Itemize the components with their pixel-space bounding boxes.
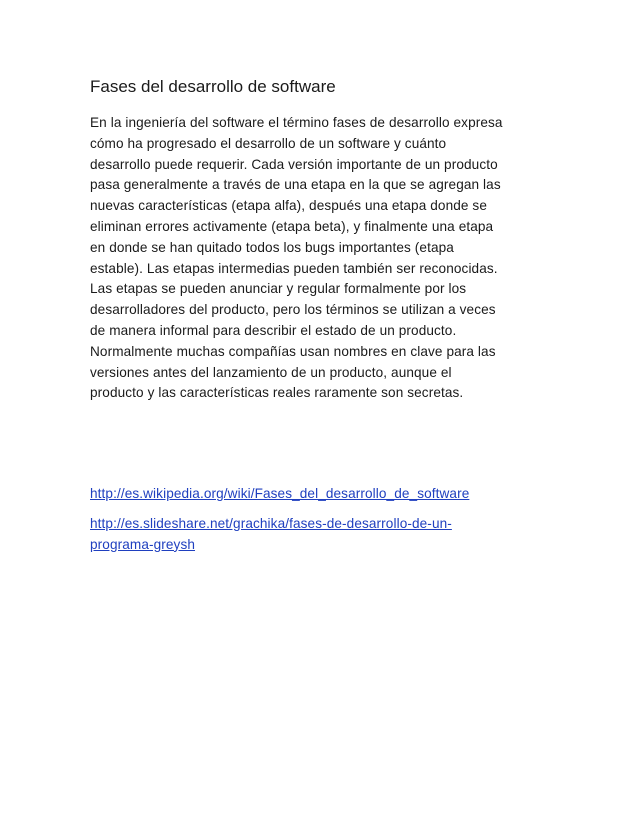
paragraph-line: desarrolladores del producto, pero los términos se utilizan a veces <box>90 302 496 318</box>
paragraph-line: pasa generalmente a través de una etapa en la que se agregan las <box>90 177 501 193</box>
document-title: Fases del desarrollo de software <box>90 77 336 96</box>
wikipedia-link-block <box>90 484 560 505</box>
paragraph-line: estable). Las etapas intermedias pueden también ser reconocidas. <box>90 260 498 276</box>
slideshare-link-line-1[interactable]: http://es.slideshare.net/grachika/fases-de-desarrollo-de-un- <box>90 515 452 531</box>
wikipedia-link[interactable]: http://es.wikipedia.org/wiki/Fases_del_desarrollo_de_software <box>90 486 470 501</box>
paragraph-line: de manera informal para describir el estado de un producto. <box>90 322 457 338</box>
paragraph-line: cómo ha progresado el desarrollo de un software y cuánto <box>90 135 447 151</box>
paragraph-line: eliminan errores activamente (etapa beta), y finalmente una etapa <box>90 218 494 234</box>
slideshare-link-line-2[interactable]: programa-greysh <box>90 536 196 552</box>
paragraph-line: en donde se han quitado todos los bugs importantes (etapa <box>90 239 454 255</box>
slideshare-link-block <box>90 514 560 556</box>
paragraph-line: producto y las características reales raramente son secretas. <box>90 385 464 401</box>
body-paragraph <box>90 113 560 404</box>
paragraph-line: nuevas características (etapa alfa), después una etapa donde se <box>90 198 487 214</box>
paragraph-line: Normalmente muchas compañías usan nombres en clave para las <box>90 343 496 359</box>
paragraph-line: Las etapas se pueden anunciar y regular formalmente por los <box>90 281 467 297</box>
paragraph-line: desarrollo puede requerir. Cada versión importante de un producto <box>90 156 498 172</box>
reference-links <box>90 484 560 555</box>
paragraph-line: versiones antes del lanzamiento de un producto, aunque el <box>90 364 452 380</box>
paragraph-line: En la ingeniería del software el término fases de desarrollo expresa <box>90 115 503 130</box>
